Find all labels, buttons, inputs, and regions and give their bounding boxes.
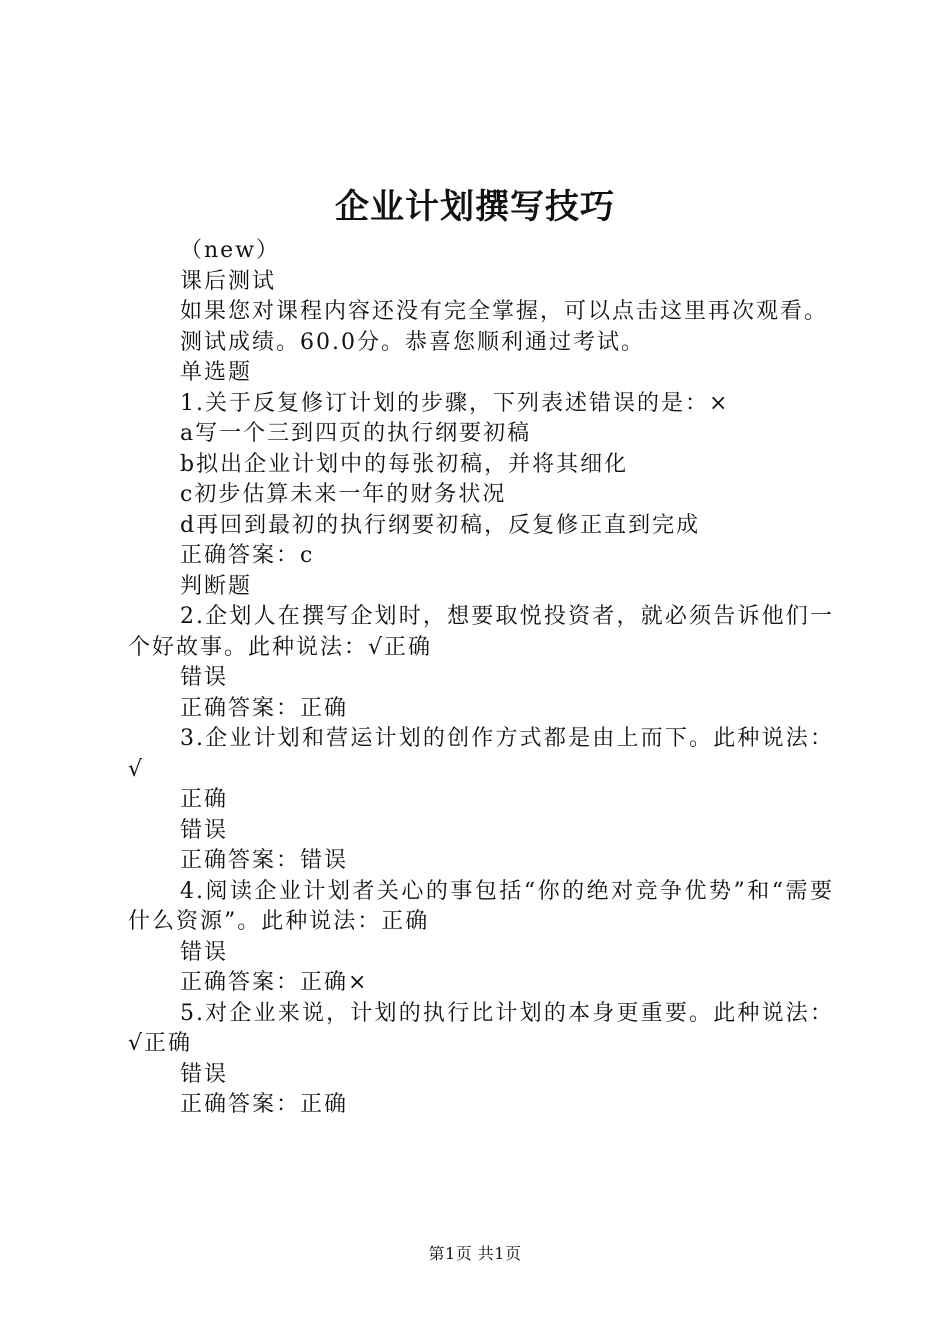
answer-option: c初步估算未来一年的财务状况 [180, 482, 507, 507]
question-text: 1.关于反复修订计划的步骤，下列表述错误的是：× [180, 390, 730, 416]
answer-option: 正确 [180, 787, 229, 812]
paragraph: （new） [180, 238, 281, 263]
correct-answer: 正确答案：正确 [180, 1092, 349, 1117]
paragraph: 测试成绩。60.0分。恭喜您顺利通过考试。 [180, 329, 645, 355]
section-heading: 单选题 [180, 360, 253, 385]
document-body [128, 236, 834, 1121]
answer-option: 错误 [180, 665, 229, 690]
document-title: 企业计划撰写技巧 [335, 187, 615, 227]
answer-option: 错误 [180, 1061, 229, 1087]
answer-option: a写一个三到四页的执行纲要初稿 [180, 421, 532, 446]
question-text: 3.企业计划和营运计划的创作方式都是由上而下。此种说法：√ [128, 726, 834, 782]
question-text: 5.对企业来说，计划的执行比计划的本身更重要。此种说法：√正确 [128, 1000, 834, 1056]
question-text: 2.企划人在撰写企划时，想要取悦投资者，就必须告诉他们一个好故事。此种说法：√正确 [128, 604, 834, 660]
paragraph: 课后测试 [180, 268, 277, 294]
page-footer: 第1页 共1页 [428, 1244, 522, 1263]
correct-answer: 正确答案：正确× [180, 970, 369, 995]
paragraph: 如果您对课程内容还没有完全掌握，可以点击这里再次观看。 [180, 299, 829, 324]
section-heading: 判断题 [180, 573, 253, 599]
answer-option: 错误 [180, 817, 229, 843]
correct-answer: 正确答案：错误 [180, 848, 349, 873]
correct-answer: 正确答案：正确 [180, 695, 349, 721]
answer-option: d再回到最初的执行纲要初稿，反复修正直到完成 [180, 512, 701, 538]
question-text: 4.阅读企业计划者关心的事包括“你的绝对竞争优势”和“需要什么资源”。此种说法：正确 [128, 878, 834, 934]
answer-option: b拟出企业计划中的每张初稿，并将其细化 [180, 451, 629, 477]
correct-answer: 正确答案：c [180, 543, 315, 568]
answer-option: 错误 [180, 939, 229, 965]
